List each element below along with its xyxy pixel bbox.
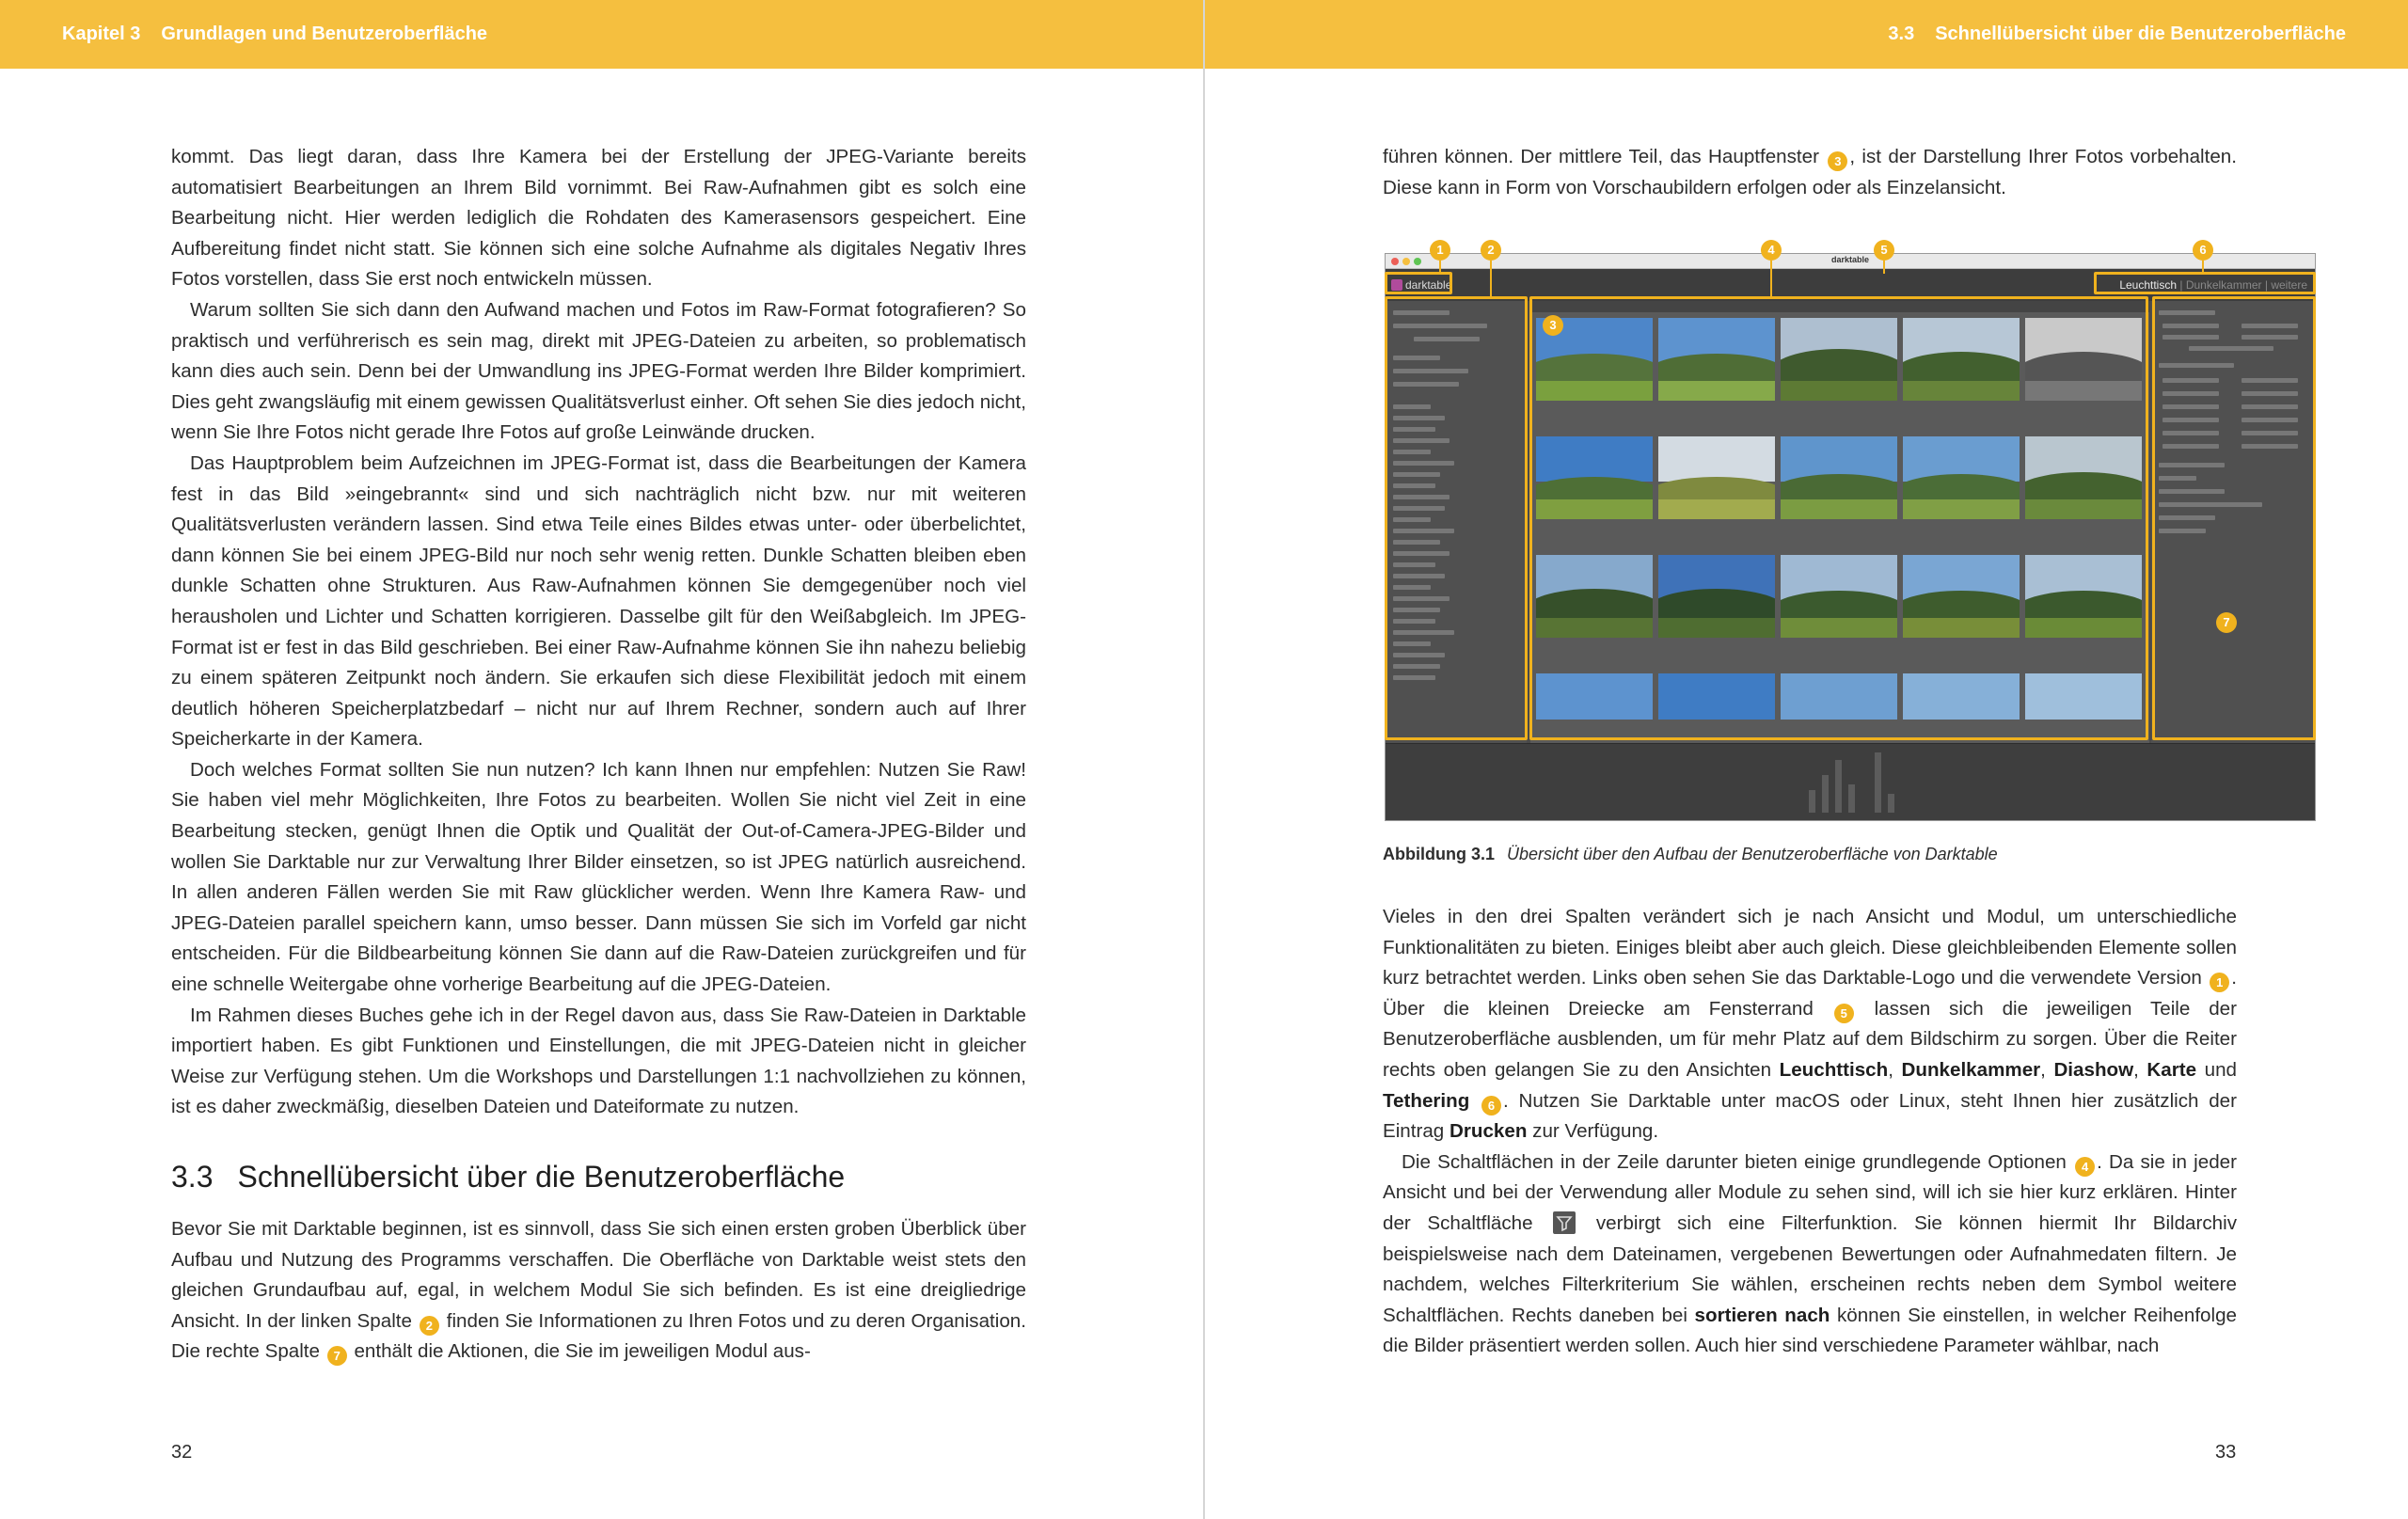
callout-frame-logo [1385,272,1452,294]
view-tab: Dunkelkammer [2185,278,2262,292]
callout-2: 2 [1481,240,1501,261]
text-run: und [2204,1058,2237,1081]
chapter-number: Kapitel 3 [62,24,141,44]
figure-caption [1383,845,2239,864]
left-running-header [0,0,1203,69]
paragraph: Im Rahmen dieses Buches gehe ich in der Regel davon aus, dass Sie Raw-Dateien in Darktable importiert haben. Es gibt Funktionen und Einstellungen, die mit JPEG-Dateien nicht in gleicher Weise zur Verfügung stehen. Um die Workshops und Darstellungen 1:1 nachvollziehen zu können, ist es daher zweckmäßig, dieselben Dateien und Dateiformate zu nutzen. [171,1004,1026,1118]
term: Drucken [1450,1120,1528,1143]
text-run: finden Sie Informationen zu Ihren Fotos und zu deren Organisation. Die rechte Spalte [171,1309,1026,1363]
view-switcher: Leuchttisch | Dunkelkammer | weitere [2119,278,2307,292]
section-title: Schnellübersicht über die Benutzeroberfläche [1935,24,2346,44]
page-number: 33 [2215,1442,2237,1463]
page-number: 32 [171,1442,193,1463]
text-run: führen können. Der mittlere Teil, das Hauptfenster [1383,146,1819,167]
text-run: Vieles in den drei Spalten verändert sich je nach Ansicht und Modul, um unterschiedliche Funktionalitäten zu bieten. Einiges bleibt aber auch gleich. Diese gleichbleibenden Elemente sollen kurz betrachtet werden. Links oben sehen Sie das Darktable-Logo und die verwendete Version [1383,906,2237,989]
section-number: 3.3 [1888,24,1915,44]
text-run: können Sie einstellen, in welcher Reihenfolge die Bilder präsentiert werden sollen. Auch hier sind verschiedene Parameter wählbar, nach [1383,1304,2237,1357]
paragraph: Doch welches Format sollten Sie nun nutzen? Ich kann Ihnen nur empfehlen: Nutzen Sie Raw! Sie haben viel mehr Möglichkeiten, Ihre Fotos zu bearbeiten. Wollen Sie nicht viel Zeit in eine Bearbeitung stecken, genügt Ihnen die Optik und Qualität der Out-of-Camera-JPEG-Bilder und wollen Sie Darktable nur zur Verwaltung Ihrer Bilder einsetzen, so ist JPEG natürlich ausreichend. In allen anderen Fällen werden Sie mit Raw glücklicher werden. Wenn Ihre Kamera Raw- und JPEG-Dateien parallel speichern kann, umso besser. Dann müssen Sie sich im Vorfeld gar nicht entscheiden. Für die Bildbearbeitung können Sie dann auf die Raw-Dateien zurückgreifen und für eine schnelle Weitergabe ohne vorherige Bearbeitung auf die JPEG-Dateien. [171,758,1026,996]
text-run: Die Schaltflächen in der Zeile darunter bieten einige grundlegende Optionen [1402,1150,2067,1173]
term: Leuchttisch [1779,1058,1889,1081]
text-run: enthält die Aktionen, die Sie im jeweiligen Modul aus- [354,1340,811,1363]
text-run: Bevor Sie mit Darktable beginnen, ist es sinnvoll, dass Sie sich einen ersten groben Überblick über Aufbau und Nutzung des Programms verschaffen. Die Oberfläche von Darktable weist stets den gleichen Grundaufbau auf, egal, in welchem Modul Sie sich befinden. Es ist eine dreigliedrige Ansicht. In der linken Spalte [171,1218,1026,1332]
view-tab: weitere [2271,278,2307,292]
caption-text: Übersicht über den Aufbau der Benutzeroberfläche von Darktable [1507,845,1998,863]
callout-4: 4 [1761,240,1782,261]
text-run: zur Verfügung. [1532,1120,1659,1143]
section-heading [171,1160,1026,1195]
right-running-header [1205,0,2408,69]
text-run: . Da sie in jeder Ansicht und bei der Verwendung aller Module zu sehen sind, will ich sie hier kurz erklären. Hinter der Schaltfläche [1383,1150,2237,1234]
left-page-body [171,142,1026,1123]
term: Karte [2147,1058,2197,1081]
term: sortieren nach [1694,1304,1830,1326]
figure-darktable-ui [1383,243,2318,824]
callout-3: 3 [1543,315,1563,336]
callout-7: 7 [2216,612,2237,633]
callout-1: 1 [1430,240,1450,261]
callout-badge: 4 [2075,1157,2095,1177]
callout-badge: 3 [1828,151,1847,171]
paragraph [1383,1147,2237,1362]
term: Tethering [1383,1089,1470,1112]
callout-badge: 6 [1481,1096,1501,1116]
page-gutter [1203,0,1205,1519]
section-intro [171,1214,1026,1368]
callout-badge: 5 [1834,1004,1854,1023]
section-heading-title: Schnellübersicht über die Benutzeroberfläche [237,1160,846,1194]
callout-badge: 7 [327,1346,347,1366]
text-run: . Über die kleinen Dreiecke am Fensterrand [1383,967,2237,1020]
callout-frame-right-panel [2152,296,2316,740]
filter-icon [1552,1210,1576,1235]
callout-6: 6 [2193,240,2213,261]
term: Dunkelkammer [1901,1058,2041,1081]
paragraph [1383,142,2237,203]
callout-5: 5 [1874,240,1894,261]
callout-frame-center [1529,296,2148,740]
view-tab: Leuchttisch [2119,278,2178,292]
paragraph: Warum sollten Sie sich dann den Aufwand machen und Fotos im Raw-Format fotografieren? So praktisch und verführerisch es sein mag, direkt mit JPEG-Dateien zu arbeiten, so problematisch kann dies auch sein. Denn bei der Umwandlung ins JPEG-Format werden Ihre Bilder komprimiert. Dies geht zwangsläufig mit einem gewissen Qualitätsverlust einher. Oft sehen Sie dies jedoch nicht, wenn Sie Ihre Fotos nicht gerade Ihre Fotos auf große Leinwände drucken. [171,298,1026,444]
text-run: verbirgt sich eine Filterfunktion. Sie können hiermit Ihr Bildarchiv beispielsweise nach dem Dateinamen, vergebenen Bewertungen oder Aufnahmedaten filtern. Je nachdem, welches Filterkriterium Sie wählen, erscheinen rechts neben dem Symbol weitere Schaltflächen. Rechts daneben bei [1383,1211,2237,1326]
caption-label: Abbildung 3.1 [1383,845,1495,863]
section-heading-number: 3.3 [171,1160,214,1194]
right-page-intro [1383,142,2237,203]
callout-frame-views [2094,272,2316,294]
paragraph [171,1214,1026,1368]
paragraph: Vieles in den drei Spalten verändert sich je nach Ansicht und Modul, um unterschiedliche Funktionalitäten zu bieten. Einiges bleibt aber auch gleich. Diese gleichbleibenden Elemente sollen kurz betrachtet werden. Links oben sehen Sie das Darktable-Logo und die verwendete Version 1 . Über die kleinen Dreiecke am Fensterrand 5 lassen sich die jeweiligen Teile der Benutzeroberfläche ausblenden, um für mehr Platz auf dem Bildschirm zu sorgen. Über die Reiter rechts oben gelangen Sie zu den Ansichten Leuchttisch, Dunkelkammer, Diashow, Karte und Tethering 6 . Nutzen Sie Darktable unter macOS oder Linux, steht Ihnen hier zusätzlich der Eintrag Drucken zur Verfügung. [1383,906,2237,1143]
window-title: darktable [1830,255,1870,264]
text-run: lassen sich die jeweiligen Teile der Benutzeroberfläche ausblenden, um für mehr Platz auf dem Bildschirm zu sorgen. Über die Reiter rechts oben gelangen Sie zu den Ansichten [1383,997,2237,1081]
logo-text: darktable [1405,278,1452,292]
right-page-body [1383,902,2237,1362]
text-run: , ist der Darstellung Ihrer Fotos vorbehalten. Diese kann in Form von Vorschaubildern erfolgen oder als Einzelansicht. [1383,146,2237,198]
chapter-title: Grundlagen und Benutzeroberfläche [161,24,488,44]
term: Diashow [2053,1058,2134,1081]
paragraph: kommt. Das liegt daran, dass Ihre Kamera bei der Erstellung der JPEG-Variante bereits automatisiert Bearbeitungen an Ihrem Bild vornimmt. Bei Raw-Aufnahmen gibt es solch eine Bearbeitung nicht. Hier werden lediglich die Rohdaten des Kamerasensors gespeichert. Eine Aufbereitung findet nicht statt. Sie können sich eine solche Aufnahme als digitales Negativ Ihres Fotos vorstellen, dass Sie erst noch entwickeln müssen. [171,146,1026,291]
callout-frame-left-panel [1385,296,1528,740]
paragraph: Das Hauptproblem beim Aufzeichnen im JPEG-Format ist, dass die Bearbeitungen der Kamera fest in das Bild »eingebrannt« sind und sich nachträglich nicht bzw. nur mit weiteren Qualitätsverlusten verändern lassen. Sind etwa Teile eines Bildes etwas unter- oder überbelichtet, dann können Sie bei einem JPEG-Bild nur noch sehr wenig retten. Dunkle Schatten bleiben eben dunkle Schatten ohne Strukturen. Aus Raw-Aufnahmen können Sie demgegenüber noch viel herausholen und Lichter und Schatten korrigieren. Dasselbe gilt für den Weißabgleich. Im JPEG-Format ist er fest in das Bild geschrieben. Bei einer Raw-Aufnahme können Sie ihn nahezu beliebig zu einem späteren Zeitpunkt noch ändern. Sie erkaufen sich diese Flexibilität jedoch mit einem deutlich höheren Speicherplatzbedarf – nicht nur auf Ihrem Rechner, sondern auch auf Ihrer Speicherkarte in der Kamera. [171,451,1026,751]
callout-badge: 2 [420,1316,439,1336]
window-titlebar [1386,254,2315,269]
text-run: . Nutzen Sie Darktable unter macOS oder Linux, steht Ihnen hier zusätzlich der Eintrag [1383,1089,2237,1143]
timeline-strip [1386,743,2315,821]
callout-badge: 1 [2210,973,2229,992]
